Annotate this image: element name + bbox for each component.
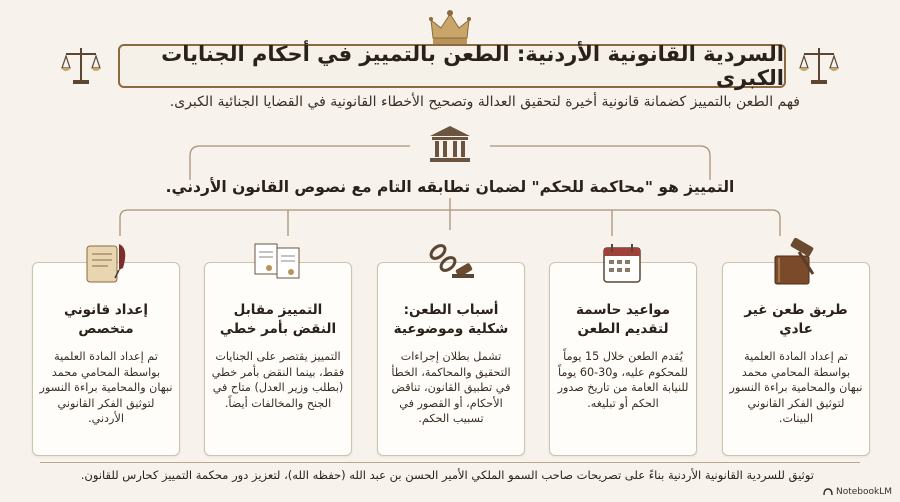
documents-icon [247, 238, 307, 288]
card-cassation-vs-written-order [204, 262, 352, 456]
crown-icon [425, 8, 475, 46]
card-extraordinary-appeal [722, 262, 870, 456]
broken-chain-gavel-icon [420, 238, 480, 288]
card-body: التمييز يقتصر على الجنايات فقط، بينما النقض بأمر خطي (بطلب وزير العدل) متاح في الجنح والمخالفات أيضاً. [211, 350, 345, 410]
card-title: أسباب الطعن: شكلية وموضوعية [393, 302, 509, 337]
footer-divider [40, 462, 860, 463]
brand-watermark [823, 487, 892, 497]
card-body: تشمل بطلان إجراءات التحقيق والمحاكمة، الخطأ في تطبيق القانون، تناقض الأحكام، أو القصور في تسبيب الحكم. [391, 350, 511, 425]
card-title: التمييز مقابل النقض بأمر خطي [219, 302, 337, 337]
brand-label: NotebookLM [835, 487, 892, 497]
page-title: السردية القانونية الأردنية: الطعن بالتمييز في أحكام الجنايات الكبرى [161, 42, 784, 90]
court-building-icon [426, 124, 474, 164]
scales-of-justice-icon [60, 44, 102, 86]
footer-note: توثيق للسردية القانونية الأردنية بناءً على تصريحات صاحب السمو الملكي الأمير الحسن بن عبد الله (حفظه الله)، لتعزيز دور محكمة التمييز كحارس للقانون. [80, 468, 814, 482]
title-banner [118, 44, 786, 88]
central-statement: التمييز هو "محاكمة للحكم" لضمان تطابقه التام مع نصوص القانون الأردني. [165, 178, 735, 196]
card-title: إعداد قانوني متخصص [63, 302, 149, 337]
gavel-book-icon [765, 238, 825, 288]
card-body: يُقدم الطعن خلال 15 يوماً للمحكوم عليه، و30-60 يوماً للنيابة العامة من تاريخ صدور الحكم أو تبليغه. [557, 350, 689, 410]
card-body: تم إعداد المادة العلمية بواسطة المحامي محمد نبهان والمحامية براءة النسور لتوثيق الفكر القانوني الأردني. [39, 350, 173, 425]
card-specialized-preparation [32, 262, 180, 456]
card-appeal-grounds [377, 262, 525, 456]
scales-of-justice-icon [798, 44, 840, 86]
notebooklm-logo-icon [823, 488, 833, 496]
card-title: طريق طعن غير عادي [744, 302, 848, 337]
calendar-icon [592, 238, 652, 288]
card-body: تم إعداد المادة العلمية بواسطة المحامي محمد نبهان والمحامية براءة النسور لتوثيق الفكر القانوني البينات. [729, 350, 863, 425]
card-deadlines [549, 262, 697, 456]
page-subtitle: فهم الطعن بالتمييز كضمانة قانونية أخيرة لتحقيق العدالة وتصحيح الأخطاء القانونية في القضايا الجنائية الكبرى. [169, 94, 800, 110]
scroll-quill-icon [75, 238, 135, 288]
card-title: مواعيد حاسمة لتقديم الطعن [576, 302, 670, 337]
